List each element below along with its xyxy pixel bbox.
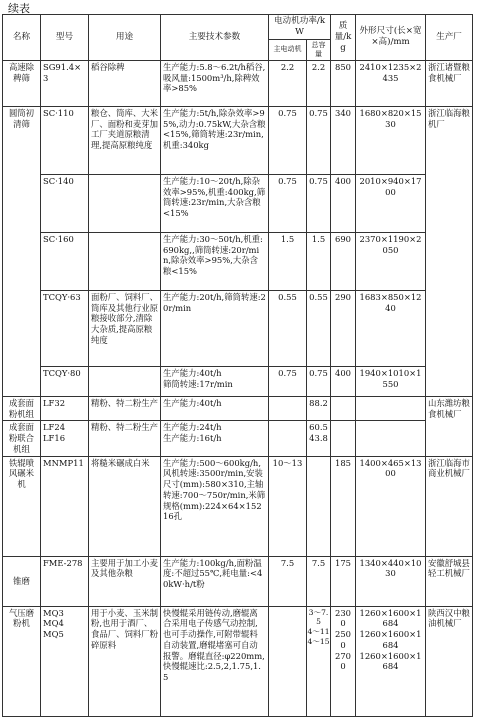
cell-main: 0.75	[269, 366, 307, 396]
cell-use: 粮仓、筒库、大米厂、面粉和麦芽加工厂夹道原粮清理,提高原粮纯度	[89, 106, 161, 174]
cell-dims	[356, 421, 426, 456]
cell-total: 0.55	[307, 290, 331, 366]
cell-total: 7.5	[307, 556, 331, 606]
cell-name: 高速除稗筛	[3, 60, 41, 106]
header-dims: 外形尺寸(长×宽×高)/mm	[356, 15, 426, 61]
cell-mass: 400	[331, 366, 356, 396]
table-row	[3, 366, 473, 396]
cell-params: 生产能力:500～600kg/h,风机转速:3500r/min,安装尺寸(mm):580×310,主轴转速:700～750r/min,米筛规格(mm):224×64×15216孔	[161, 456, 269, 556]
cell-dims: 1260×1600×1684 1260×1600×1684 1260×1600×1684	[356, 606, 426, 716]
cell-dims: 2370×1190×2050	[356, 232, 426, 290]
cell-mass: 185	[331, 456, 356, 556]
cell-main: 0.75	[269, 106, 307, 174]
cell-model: TCQY·80	[41, 366, 89, 396]
cell-mass: 175	[331, 556, 356, 606]
cell-dims	[356, 396, 426, 421]
cell-use: 面粉厂、饲料厂、筒库及其他行业原粮接收部分,清除大杂质,提高原粮纯度	[89, 290, 161, 366]
cell-use: 稻谷除稗	[89, 60, 161, 106]
cell-main	[269, 421, 307, 456]
cell-total: 60.5 43.8	[307, 421, 331, 456]
cell-params: 生产能力:5.8～6.2t/h稻谷,吸风量:1500m³/h,除稗效率>85%	[161, 60, 269, 106]
cell-total: 3～7.5 4～11 4～15	[307, 606, 331, 716]
cell-use: 精粉、特二粉生产	[89, 396, 161, 421]
table-row	[3, 232, 473, 290]
cell-dims: 1940×1010×1550	[356, 366, 426, 396]
cell-use: 精粉、特二粉生产	[89, 421, 161, 456]
cell-use: 用于小麦、玉米制粉,也用于酒厂、食品厂、饲料厂粉碎原料	[89, 606, 161, 716]
cell-model: SC·110	[41, 106, 89, 174]
cell-name: 成套面粉机组	[3, 396, 41, 421]
cell-total: 88.2	[307, 396, 331, 421]
header-name: 名称	[3, 15, 41, 61]
cell-maker: 浙江临海市商业机械厂	[426, 456, 473, 556]
cell-model: MNMP11	[41, 456, 89, 556]
cell-mass: 400	[331, 174, 356, 232]
cell-name: 圆筒初清筛	[3, 106, 41, 396]
cell-maker: 浙江临海粮机厂	[426, 106, 473, 396]
header-power-total: 总容量	[307, 40, 331, 61]
equipment-table	[2, 14, 473, 717]
cell-params: 生产能力:10～20t/h,除杂效率>95%,机重:400kg,筛筒转速:23r/min,大杂含粮<15%	[161, 174, 269, 232]
cell-name: 铁辊喷风碾米机	[3, 456, 41, 556]
cell-dims: 1683×850×1240	[356, 290, 426, 366]
cell-mass: 290	[331, 290, 356, 366]
table-row	[3, 456, 473, 556]
cell-mass: 690	[331, 232, 356, 290]
table-row	[3, 556, 473, 606]
cell-use: 主要用于加工小麦及其他杂粮	[89, 556, 161, 606]
cell-params: 生产能力:24t/h 生产能力:16t/h	[161, 421, 269, 456]
cell-total: 2.2	[307, 60, 331, 106]
cell-mass	[331, 421, 356, 456]
cell-main: 1.5	[269, 232, 307, 290]
cell-model: LF32	[41, 396, 89, 421]
cell-main	[269, 396, 307, 421]
table-row	[3, 396, 473, 421]
cell-model: SC·160	[41, 232, 89, 290]
cell-total: 1.5	[307, 232, 331, 290]
cell-dims: 2410×1235×2435	[356, 60, 426, 106]
cell-total	[307, 456, 331, 556]
cell-total: 0.75	[307, 366, 331, 396]
cell-use	[89, 366, 161, 396]
cell-maker: 山东潍坊粮食机械厂	[426, 396, 473, 456]
cell-model: SG91.4×3	[41, 60, 89, 106]
cell-params: 生产能力:40t/h	[161, 396, 269, 421]
table-row	[3, 106, 473, 174]
cell-name: 成套面粉联合机组	[3, 421, 41, 456]
cell-total: 0.75	[307, 174, 331, 232]
cell-main: 2.2	[269, 60, 307, 106]
cell-total: 0.75	[307, 106, 331, 174]
cell-main: 7.5	[269, 556, 307, 606]
cell-maker: 浙江诸暨粮食机械厂	[426, 60, 473, 106]
cell-use: 将糙米碾成白米	[89, 456, 161, 556]
cell-main: 0.55	[269, 290, 307, 366]
cell-use	[89, 232, 161, 290]
cell-mass: 2300 2500 2700	[331, 606, 356, 716]
cell-mass: 850	[331, 60, 356, 106]
header-maker: 生产厂	[426, 15, 473, 61]
cell-params: 生产能力:30～50t/h,机重:690kg,,筛筒转速:20r/min,除杂效率>95%,大杂含粮<15%	[161, 232, 269, 290]
header-power-main: 主电动机	[269, 40, 307, 61]
cell-mass	[331, 396, 356, 421]
cell-dims: 1400×465×1300	[356, 456, 426, 556]
table-row	[3, 290, 473, 366]
table-row	[3, 174, 473, 232]
cell-params: 快慢辊采用链传动,磨辊离合采用电子传感气动控制,也可手动操作,可附带辊料自动装置,磨辊堵塞可自动报警。磨辊直径:φ220mm,快慢辊速比:2.5,2,1.75,1.5	[161, 606, 269, 716]
cell-params: 生产能力:100kg/h,面粉温度:不超过55℃,耗电量:<40kW·h/t粉	[161, 556, 269, 606]
header-power: 电动机功率/kW	[269, 15, 331, 40]
cell-main: 10～13	[269, 456, 307, 556]
cell-model: FME-278	[41, 556, 89, 606]
cell-dims: 1680×820×1530	[356, 106, 426, 174]
cell-name: 气压磨粉机	[3, 606, 41, 716]
table-row	[3, 60, 473, 106]
cell-maker: 陕西汉中粮油机械厂	[426, 606, 473, 716]
cell-main: 0.75	[269, 174, 307, 232]
table-row	[3, 421, 473, 456]
cell-params: 生产能力:40t/h 筛筒转速:17r/min	[161, 366, 269, 396]
cell-model: TCQY·63	[41, 290, 89, 366]
cell-name: 锥磨	[3, 556, 41, 606]
cell-dims: 2010×940×1700	[356, 174, 426, 232]
cell-dims: 1340×440×1030	[356, 556, 426, 606]
header-use: 用途	[89, 15, 161, 61]
header-mass: 质量/kg	[331, 15, 356, 61]
header-params: 主要技术参数	[161, 15, 269, 61]
cell-model: MQ3 MQ4 MQ5	[41, 606, 89, 716]
cell-model: SC·140	[41, 174, 89, 232]
cell-maker: 安徽舒城县轻工机械厂	[426, 556, 473, 606]
continuation-label: 续表	[8, 2, 30, 15]
cell-mass: 340	[331, 106, 356, 174]
cell-params: 生产能力:5t/h,除杂效率>95%,动力:0.75kW,大杂含粮<15%,筛筒转速:23r/min,机重:340kg	[161, 106, 269, 174]
cell-use	[89, 174, 161, 232]
cell-model: LF24 LF16	[41, 421, 89, 456]
cell-params: 生产能力:20t/h,筛筒转速:20r/min	[161, 290, 269, 366]
header-model: 型号	[41, 15, 89, 61]
